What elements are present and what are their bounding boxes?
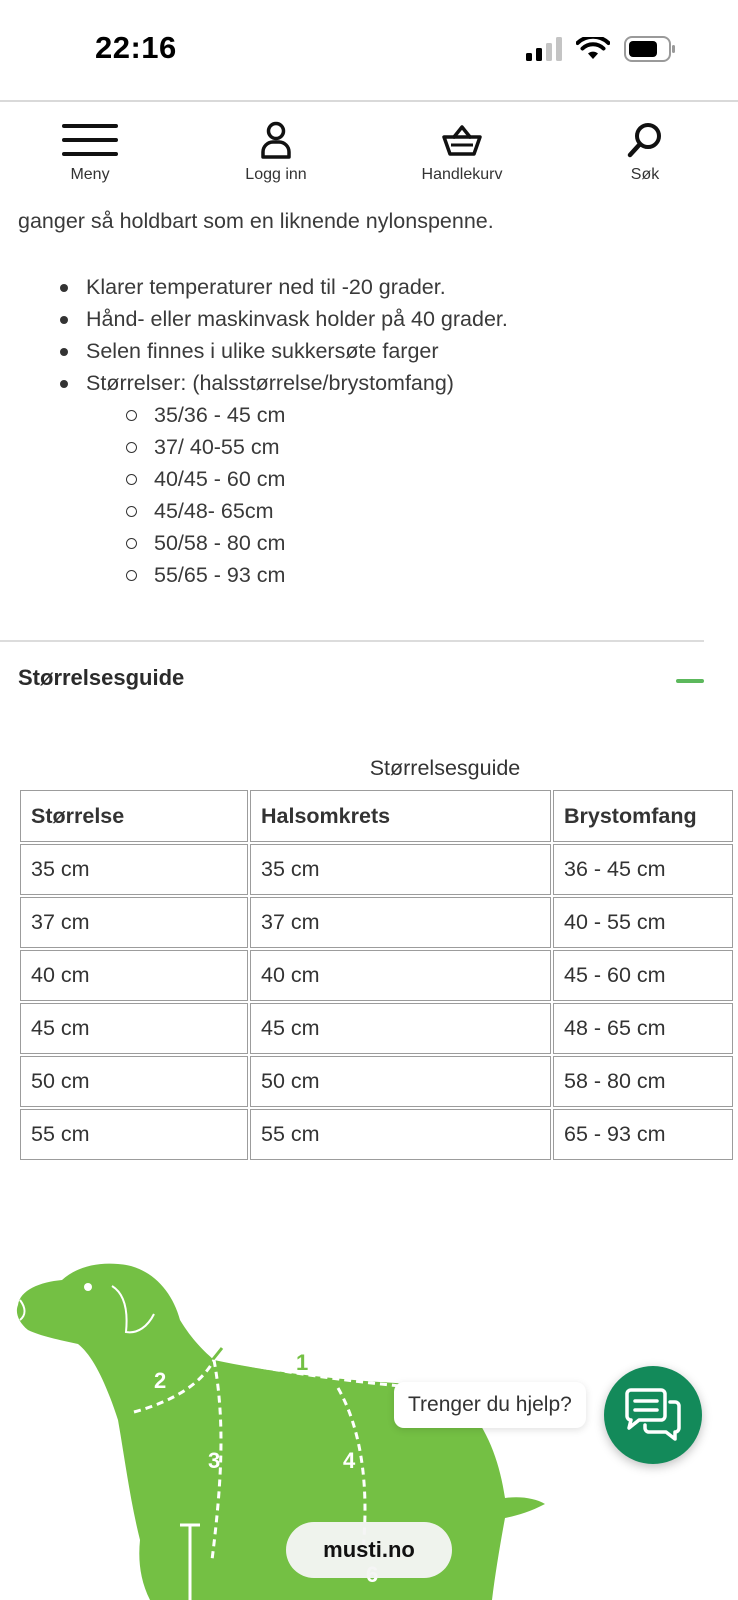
nav-menu-button[interactable] [20,118,160,184]
table-cell: 55 cm [20,1109,248,1160]
table-cell: 45 - 60 cm [553,950,733,1001]
table-caption: Størrelsesguide [369,756,521,780]
table-cell: 55 cm [250,1109,551,1160]
table-cell: 40 - 55 cm [553,897,733,948]
size-guide-title: Størrelsesguide [18,665,185,690]
table-cell: 37 cm [250,897,551,948]
browser-url-bar[interactable]: musti.no [286,1522,452,1578]
hamburger-menu-icon [62,122,118,158]
table-cell: 36 - 45 cm [553,844,733,895]
list-item: Selen finnes i ulike sukkersøte farger [18,335,718,367]
table-cell: 40 cm [20,950,248,1001]
column-header-neck: Halsomkrets [250,790,551,842]
size-guide-accordion-header[interactable] [18,665,704,705]
size-list-item: 35/36 - 45 cm [18,399,718,431]
list-item: Klarer temperaturer ned til -20 grader. [18,271,718,303]
table-cell: 58 - 80 cm [553,1056,733,1107]
nav-search-button[interactable] [575,118,715,184]
table-row [20,1109,733,1160]
nav-login-label: Logg inn [245,166,307,183]
size-list-item: 55/65 - 93 cm [18,559,718,591]
nav-cart-button[interactable] [392,118,532,184]
table-cell: 40 cm [250,950,551,1001]
feature-list [18,271,718,591]
table-cell: 35 cm [250,844,551,895]
top-navigation [0,104,738,196]
measure-label-1: 1 [296,1350,309,1375]
user-icon [260,121,292,159]
measure-label-2: 2 [154,1368,167,1393]
collapse-minus-icon[interactable] [676,679,704,683]
table-cell: 45 cm [250,1003,551,1054]
size-list-item: 40/45 - 60 cm [18,463,718,495]
status-time: 22:16 [95,30,177,65]
product-description [18,205,718,587]
search-icon [626,121,664,159]
table-row [20,897,733,948]
table-cell: 37 cm [20,897,248,948]
status-icons [526,36,676,62]
help-prompt-bubble[interactable]: Trenger du hjelp? [394,1382,586,1428]
measure-label-3: 3 [208,1448,221,1473]
measure-label-4: 4 [343,1448,356,1473]
table-row [20,950,733,1001]
nav-cart-label: Handlekurv [421,166,503,183]
chat-bubbles-icon [623,1388,683,1442]
table-header-row [20,790,733,842]
dog-eye [84,1283,92,1291]
battery-icon [624,36,676,62]
section-divider [0,640,704,642]
table-cell: 45 cm [20,1003,248,1054]
cellular-signal-icon [526,37,562,61]
wifi-icon [576,37,610,61]
dog-silhouette [17,1264,545,1600]
table-row [20,1003,733,1054]
table-cell: 65 - 93 cm [553,1109,733,1160]
nav-search-label: Søk [630,166,660,183]
table-cell: 35 cm [20,844,248,895]
size-guide-table [18,788,735,1162]
description-intro: ganger så holdbart som en liknende nylonspenne. [18,209,494,233]
table-cell: 48 - 65 cm [553,1003,733,1054]
status-bar [0,0,738,102]
shopping-basket-icon [442,123,482,157]
chat-button[interactable] [604,1366,702,1464]
table-row [20,1056,733,1107]
nav-menu-label: Meny [70,166,110,183]
table-cell: 50 cm [20,1056,248,1107]
list-item: Størrelser: (halsstørrelse/brystomfang) [18,367,718,399]
nav-login-button[interactable] [206,118,346,184]
column-header-size: Størrelse [20,790,248,842]
size-list-item: 45/48- 65cm [18,495,718,527]
table-cell: 50 cm [250,1056,551,1107]
size-list-item: 50/58 - 80 cm [18,527,718,559]
size-list-item: 37/ 40-55 cm [18,431,718,463]
list-item: Hånd- eller maskinvask holder på 40 grader. [18,303,718,335]
table-row [20,844,733,895]
column-header-chest: Brystomfang [553,790,733,842]
